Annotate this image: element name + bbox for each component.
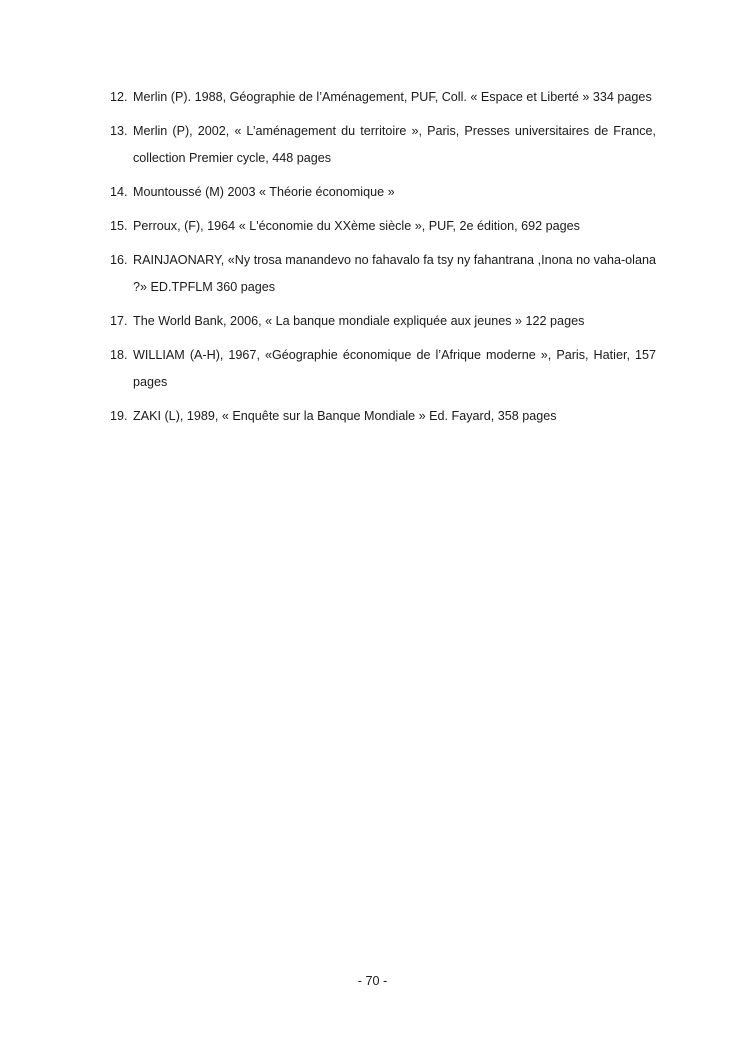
reference-number: 12. [110, 90, 128, 104]
reference-item [110, 247, 656, 301]
reference-number: 16. [110, 253, 128, 267]
reference-text: Perroux, (F), 1964 « L'économie du XXème siècle », PUF, 2e édition, 692 pages [133, 219, 580, 233]
reference-text: RAINJAONARY, «Ny trosa manandevo no fahavalo fa tsy ny fahantrana ,Inona no vaha-olana ?» ED.TPFLM 360 pages [133, 253, 656, 294]
reference-text: Merlin (P). 1988, Géographie de l’Aménagement, PUF, Coll. « Espace et Liberté » 334 pages [133, 90, 652, 104]
reference-number: 14. [110, 185, 128, 199]
reference-item [110, 118, 656, 172]
bibliography-list [110, 84, 656, 437]
reference-text: Merlin (P), 2002, « L’aménagement du territoire », Paris, Presses universitaires de France, collection Premier cycle, 448 pages [133, 124, 656, 165]
reference-text: ZAKI (L), 1989, « Enquête sur la Banque Mondiale » Ed. Fayard, 358 pages [133, 409, 557, 423]
reference-number: 18. [110, 348, 128, 362]
page-number: - 70 - [357, 974, 388, 988]
reference-item [110, 308, 656, 335]
reference-text: WILLIAM (A-H), 1967, «Géographie économique de l’Afrique moderne », Paris, Hatier, 157 pages [133, 348, 656, 389]
reference-text: The World Bank, 2006, « La banque mondiale expliquée aux jeunes » 122 pages [133, 314, 585, 328]
reference-item [110, 84, 656, 111]
reference-item [110, 179, 656, 206]
reference-item [110, 213, 656, 240]
reference-number: 17. [110, 314, 128, 328]
reference-item [110, 403, 656, 430]
reference-text: Mountoussé (M) 2003 « Théorie économique » [133, 185, 395, 199]
reference-number: 13. [110, 124, 128, 138]
reference-number: 19. [110, 409, 128, 423]
reference-number: 15. [110, 219, 128, 233]
reference-item [110, 342, 656, 396]
